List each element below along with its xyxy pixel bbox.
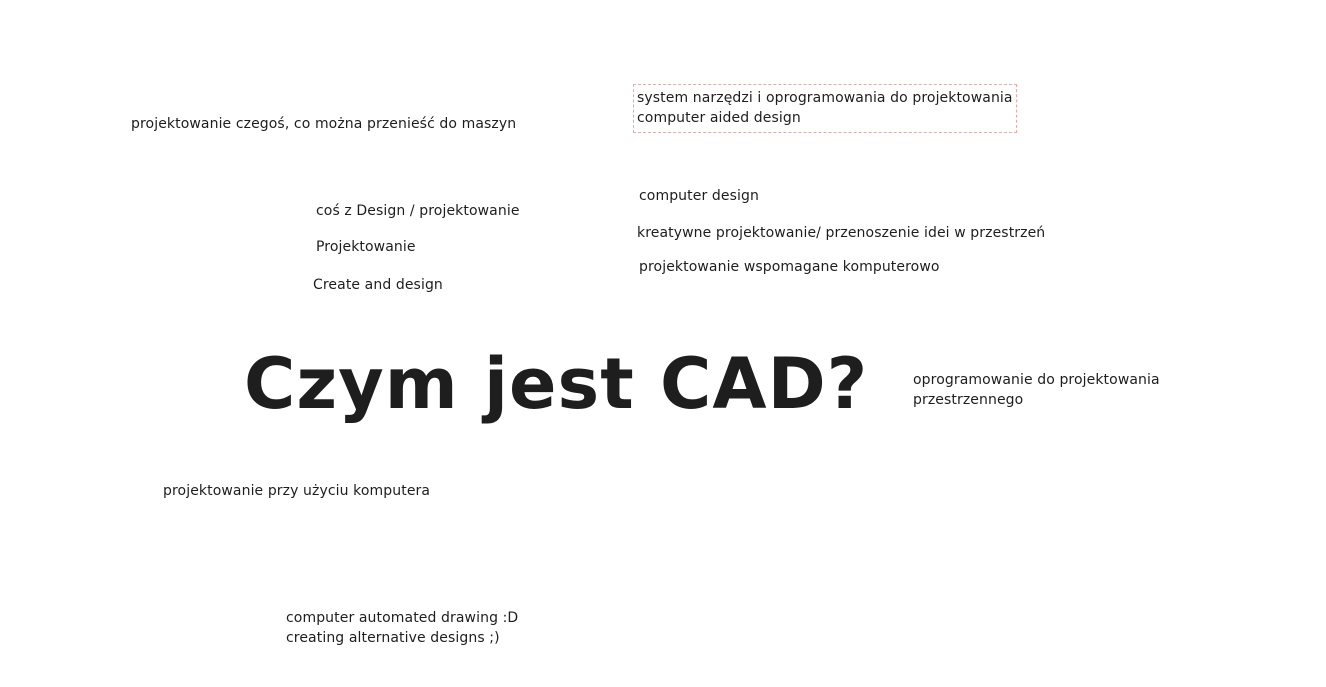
sticky-text-kreatywne[interactable] xyxy=(637,223,1045,243)
sticky-text-automated-drawing[interactable] xyxy=(286,608,518,648)
sticky-text-wspomagane[interactable] xyxy=(639,257,940,277)
note-line: computer automated drawing :D xyxy=(286,610,519,626)
sticky-text-cos-z-design[interactable] xyxy=(316,201,520,221)
sticky-text-przestrzennego[interactable] xyxy=(913,370,1160,410)
note-line: projektowanie wspomagane komputerowo xyxy=(639,259,940,275)
note-line: computer aided design xyxy=(637,110,801,126)
sticky-text-przy-uzyciu[interactable] xyxy=(163,481,430,501)
sticky-text-computer-design[interactable] xyxy=(639,186,759,206)
note-line: oprogramowanie do projektowania xyxy=(913,372,1160,388)
note-line: computer design xyxy=(639,188,759,204)
sticky-text-maszyn[interactable] xyxy=(131,114,516,134)
note-line: przestrzennego xyxy=(913,392,1024,408)
note-line: Create and design xyxy=(313,277,443,293)
note-line: coś z Design / projektowanie xyxy=(316,203,520,219)
sticky-text-system-narzedzi[interactable] xyxy=(633,84,1017,133)
note-line: Projektowanie xyxy=(316,239,416,255)
note-line: creating alternative designs ;) xyxy=(286,630,500,646)
note-line: system narzędzi i oprogramowania do projektowania xyxy=(637,90,1013,106)
page-title[interactable]: Czym jest CAD? xyxy=(244,343,869,425)
sticky-text-projektowanie[interactable] xyxy=(316,237,416,257)
sticky-text-create-and-design[interactable] xyxy=(313,275,443,295)
note-line: projektowanie czegoś, co można przenieść do maszyn xyxy=(131,116,517,132)
note-line: projektowanie przy użyciu komputera xyxy=(163,483,431,499)
note-line: kreatywne projektowanie/ przenoszenie idei w przestrzeń xyxy=(637,225,1046,241)
